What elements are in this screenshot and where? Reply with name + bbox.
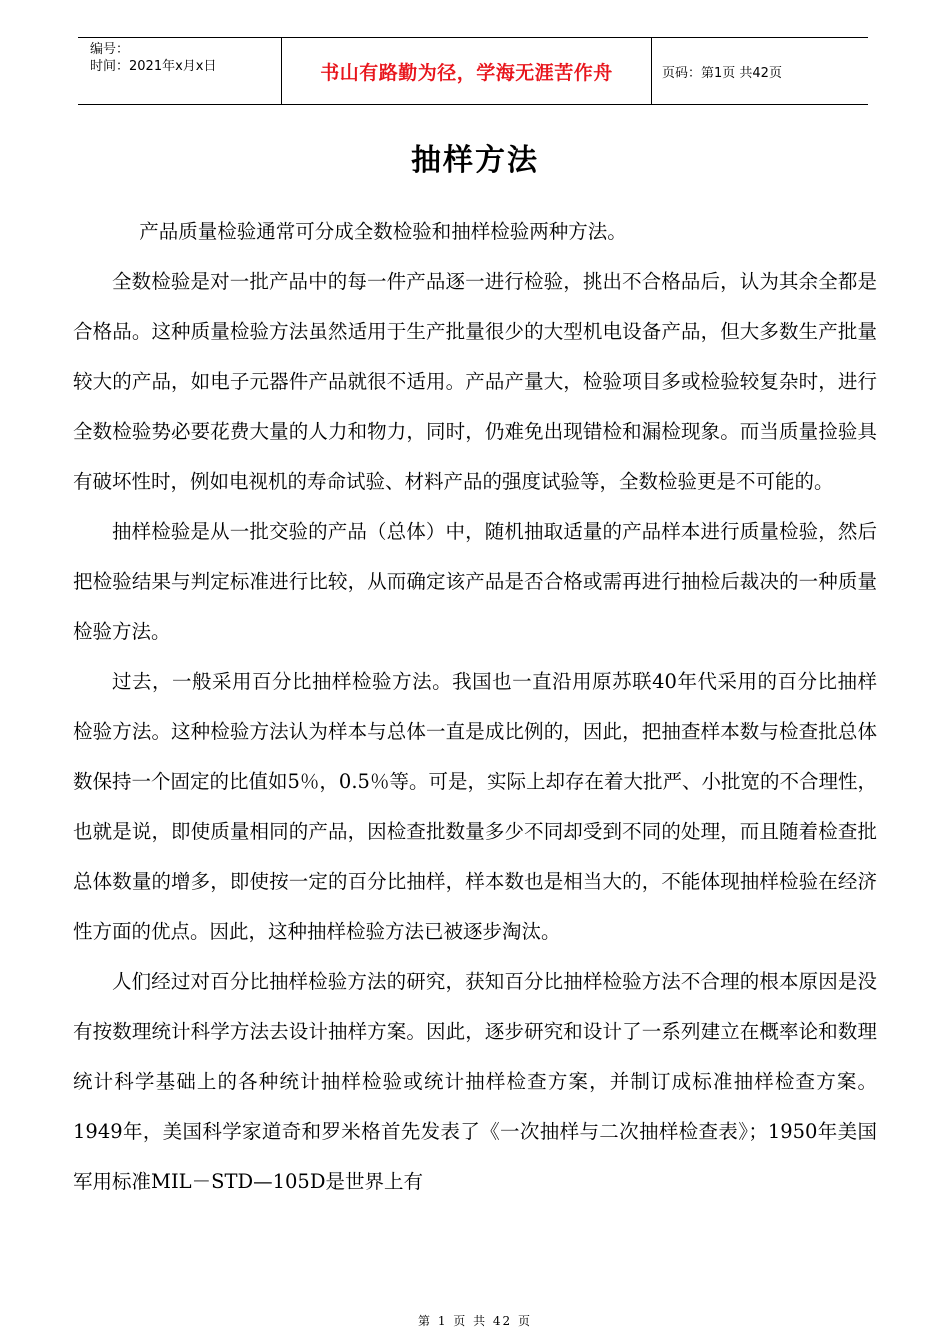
document-header [78,37,868,105]
paragraph: 过去，一般采用百分比抽样检验方法。我国也一直沿用原苏联40年代采用的百分比抽样检验方法。这种检验方法认为样本与总体一直是成比例的，因此，把抽查样本数与检查批总体数保持一个固定的比值如5％，0.5％等。可是，实际上却存在着大批严、小批宽的不合理性，也就是说，即使质量相同的产品，因检查批数量多少不同却受到不同的处理，而且随着检查批总体数量的增多，即使按一定的百分比抽样，样本数也是相当大的，不能体现抽样检验在经济性方面的优点。因此，这种抽样检验方法已被逐步淘汰。 [73,670,877,943]
date-label: 时间：2021年x月x日 [90,59,217,74]
paragraph: 全数检验是对一批产品中的每一件产品逐一进行检验，挑出不合格品后，认为其余全都是合格品。这种质量检验方法虽然适用于生产批量很少的大型机电设备产品，但大多数生产批量较大的产品，如电子元器件产品就很不适用。产品产量大，检验项目多或检验较复杂时，进行全数检验势必要花费大量的人力和物力，同时，仍难免出现错检和漏检现象。而当质量捡验具有破坏性时，例如电视机的寿命试验、材料产品的强度试验等，全数检验更是不可能的。 [73,270,877,493]
header-motto: 书山有路勤为径，学海无涯苦作舟 [281,38,652,104]
page-footer: 第 1 页 共 42 页 [418,1314,532,1328]
header-meta [78,38,281,104]
document-title: 抽样方法 [411,143,539,178]
header-page-info: 页码：第1页 共42页 [662,65,782,81]
serial-label: 编号： [90,42,130,57]
paragraph: 人们经过对百分比抽样检验方法的研究，获知百分比抽样检验方法不合理的根本原因是没有按数理统计科学方法去设计抽样方案。因此，逐步研究和设计了一系列建立在概率论和数理统计科学基础上的各种统计抽样检验或统计抽样检查方案，并制订成标准抽样检查方案。1949年，美国科学家道奇和罗米格首先发表了《一次抽样与二次抽样检查表》；1950年美国军用标准MIL－STD—105D是世界上有 [73,970,877,1193]
document-body [73,207,877,1207]
paragraph: 抽样检验是从一批交验的产品（总体）中，随机抽取适量的产品样本进行质量检验，然后把检验结果与判定标准进行比较，从而确定该产品是否合格或需再进行抽检后裁决的一种质量检验方法。 [73,520,877,643]
paragraph: 产品质量检验通常可分成全数检验和抽样检验两种方法。 [139,220,627,243]
